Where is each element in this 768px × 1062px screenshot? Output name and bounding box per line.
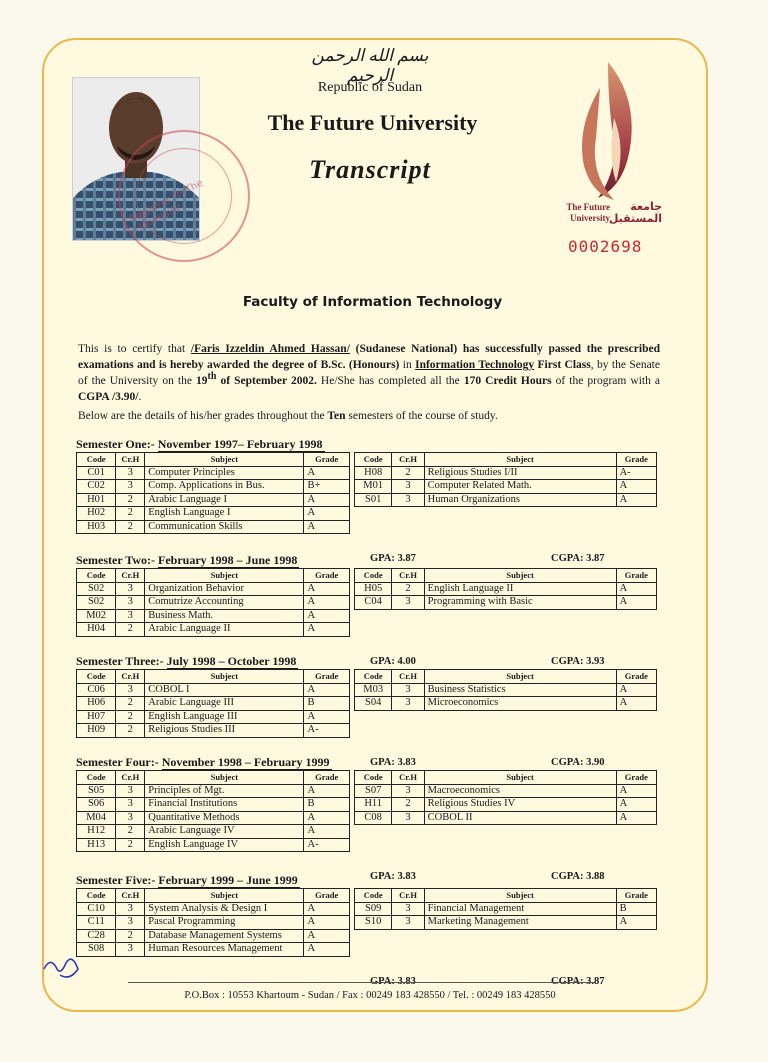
grade: A [616, 798, 656, 812]
col-subject: Subject [145, 670, 304, 684]
grade: A [304, 811, 350, 825]
details-line: Below are the details of his/her grades throughout the Ten semesters of the course of study. [78, 410, 498, 422]
course-code: C06 [77, 683, 116, 697]
credit-hours: 2 [116, 929, 145, 943]
grade: A [304, 520, 350, 534]
student-name: /Faris Izzeldin Ahmed Hassan/ [190, 343, 350, 355]
credit-hours: 2 [116, 825, 145, 839]
col-subject: Subject [145, 453, 304, 467]
faculty-title: Faculty of Information Technology [242, 294, 503, 310]
course-code: C01 [77, 466, 116, 480]
course-code: H06 [77, 697, 116, 711]
credit-hours: 3 [392, 916, 424, 930]
semester-title: Semester Three:- July 1998 – October 1998 [76, 654, 297, 668]
grade: A [304, 916, 350, 930]
col-subject: Subject [424, 771, 616, 785]
course-code: H09 [77, 724, 116, 738]
course-code: S07 [355, 784, 392, 798]
course-code: H11 [355, 798, 392, 812]
grade: A [304, 943, 350, 957]
col-grade: Grade [616, 569, 656, 583]
subject-name: English Language II [424, 582, 616, 596]
table-row [355, 493, 657, 507]
col-subject: Subject [424, 670, 616, 684]
subject-name: Marketing Management [424, 916, 616, 930]
credit-hours: 2 [392, 582, 424, 596]
grade: A [304, 623, 350, 637]
subject-name: Religious Studies III [145, 724, 304, 738]
republic-label: Republic of Sudan [317, 80, 423, 95]
subject-name: Religious Studies IV [424, 798, 616, 812]
col-grade: Grade [304, 453, 350, 467]
col-grade: Grade [304, 569, 350, 583]
handwritten-initials [40, 955, 84, 983]
table-row [77, 480, 350, 494]
subject-name: Arabic Language IV [145, 825, 304, 839]
semester-cgpa: CGPA: 3.87 [551, 553, 605, 565]
grade: B+ [304, 480, 350, 494]
grade: B [616, 902, 656, 916]
table-row [355, 480, 657, 494]
logo-english-text: The Future University [566, 202, 610, 223]
grades-table-right [354, 452, 657, 507]
course-code: H03 [77, 520, 116, 534]
major: Information Technology [415, 359, 535, 371]
footer-divider [128, 982, 596, 983]
subject-name: COBOL I [145, 683, 304, 697]
grade: A [304, 683, 350, 697]
table-header-row [77, 771, 350, 785]
course-code: H05 [355, 582, 392, 596]
course-code: H12 [77, 825, 116, 839]
grade: A [304, 825, 350, 839]
semester-cgpa: CGPA: 3.93 [551, 655, 605, 667]
course-code: C04 [355, 596, 392, 610]
credit-hours: 3 [116, 916, 145, 930]
subject-name: Business Statistics [424, 683, 616, 697]
course-code: H13 [77, 838, 116, 852]
col-code: Code [355, 889, 392, 903]
subject-name: Organization Behavior [145, 582, 304, 596]
course-code: S05 [77, 784, 116, 798]
credit-hours: 3 [116, 943, 145, 957]
subject-name: Human Resources Management [145, 943, 304, 957]
course-code: S01 [355, 493, 392, 507]
table-header-row [77, 453, 350, 467]
col-grade: Grade [616, 771, 656, 785]
col-grade: Grade [616, 670, 656, 684]
col-code: Code [355, 771, 392, 785]
credit-hours: 2 [116, 623, 145, 637]
credit-hours: 2 [116, 493, 145, 507]
table-row [77, 623, 350, 637]
col-cr: Cr.H [116, 670, 145, 684]
table-row [77, 520, 350, 534]
credit-hours: 3 [116, 784, 145, 798]
col-cr: Cr.H [116, 569, 145, 583]
grade: A [304, 929, 350, 943]
grades-table-left [76, 669, 350, 738]
table-header-row [355, 670, 657, 684]
course-code: S10 [355, 916, 392, 930]
table-row [355, 902, 657, 916]
credit-hours: 3 [392, 596, 424, 610]
col-grade: Grade [616, 889, 656, 903]
table-row [77, 710, 350, 724]
credit-hours: 3 [116, 582, 145, 596]
table-row [77, 609, 350, 623]
subject-name: Microeconomics [424, 697, 616, 711]
table-row [355, 916, 657, 930]
subject-name: Quantitative Methods [145, 811, 304, 825]
col-grade: Grade [616, 453, 656, 467]
subject-name: Arabic Language I [145, 493, 304, 507]
semester-gpa: GPA: 3.83 [370, 975, 416, 987]
grade: A [616, 480, 656, 494]
grade: A [304, 466, 350, 480]
course-code: C02 [77, 480, 116, 494]
table-row [355, 798, 657, 812]
credit-hours: 2 [116, 697, 145, 711]
subject-name: English Language I [145, 507, 304, 521]
table-row [77, 493, 350, 507]
credit-hours: 3 [116, 683, 145, 697]
subject-name: Human Organizations [424, 493, 616, 507]
course-code: H02 [77, 507, 116, 521]
course-code: S06 [77, 798, 116, 812]
footer-contact: P.O.Box : 10553 Khartoum - Sudan / Fax : 00249 183 428550 / Tel. : 00249 183 428550 [184, 990, 556, 1001]
course-code: S02 [77, 596, 116, 610]
serial-number: 0002698 [568, 237, 643, 256]
col-cr: Cr.H [392, 889, 424, 903]
credit-hours: 3 [392, 902, 424, 916]
col-code: Code [355, 670, 392, 684]
col-subject: Subject [145, 569, 304, 583]
subject-name: Comutrize Accounting [145, 596, 304, 610]
subject-name: Arabic Language II [145, 623, 304, 637]
table-row [77, 825, 350, 839]
table-row [355, 466, 657, 480]
credit-hours: 2 [116, 507, 145, 521]
subject-name: Financial Institutions [145, 798, 304, 812]
credit-hours: 2 [116, 838, 145, 852]
table-row [77, 798, 350, 812]
course-code: S08 [77, 943, 116, 957]
col-subject: Subject [424, 453, 616, 467]
col-subject: Subject [145, 889, 304, 903]
course-code: H07 [77, 710, 116, 724]
course-code: H08 [355, 466, 392, 480]
grade: A [304, 609, 350, 623]
col-code: Code [77, 771, 116, 785]
bismillah: بسم الله الرحمن الرحيم [311, 46, 429, 85]
grade: A [304, 582, 350, 596]
table-row [77, 697, 350, 711]
semester-title: Semester One:- November 1997– February 1998 [76, 437, 323, 451]
course-code: M03 [355, 683, 392, 697]
credit-hours: 3 [392, 811, 424, 825]
certification-paragraph: This is to certify that /Faris Izzeldin Ahmed Hassan/ (Sudanese National) has successfully passed the prescribed examations and is hereby awarded the degree of B.Sc. (Honours) in Information Technology First Class, by the Senate of the University on the 19th of September 2002. He/She has completed all the 170 Credit Hours of the program with a CGPA /3.90/. [78, 343, 661, 403]
credit-hours: 3 [116, 609, 145, 623]
col-code: Code [77, 453, 116, 467]
col-code: Code [77, 889, 116, 903]
grade: A [304, 902, 350, 916]
grade: A [304, 784, 350, 798]
table-header-row [77, 670, 350, 684]
table-row [355, 582, 657, 596]
col-subject: Subject [424, 889, 616, 903]
grade: A [304, 596, 350, 610]
subject-name: Financial Management [424, 902, 616, 916]
credit-hours: 2 [116, 520, 145, 534]
subject-name: Communication Skills [145, 520, 304, 534]
credit-hours: 2 [392, 798, 424, 812]
credit-hours: 3 [116, 466, 145, 480]
subject-name: Arabic Language III [145, 697, 304, 711]
col-cr: Cr.H [392, 771, 424, 785]
col-cr: Cr.H [392, 569, 424, 583]
grade: A [616, 784, 656, 798]
semester-gpa: GPA: 3.87 [370, 553, 416, 565]
col-code: Code [77, 569, 116, 583]
table-header-row [355, 453, 657, 467]
semester-cgpa: CGPA: 3.88 [551, 871, 605, 883]
semester-title: Semester Two:- February 1998 – June 1998 [76, 553, 298, 567]
university-logo-icon [568, 58, 648, 208]
subject-name: Pascal Programming [145, 916, 304, 930]
subject-name: Database Management Systems [145, 929, 304, 943]
credit-hours: 3 [392, 683, 424, 697]
table-row [77, 724, 350, 738]
grade: A [616, 582, 656, 596]
col-cr: Cr.H [392, 670, 424, 684]
table-header-row [355, 889, 657, 903]
grades-table-left [76, 568, 350, 637]
subject-name: COBOL II [424, 811, 616, 825]
grade: A [616, 493, 656, 507]
table-header-row [77, 569, 350, 583]
subject-name: Computer Principles [145, 466, 304, 480]
credit-hours: 2 [392, 466, 424, 480]
col-subject: Subject [424, 569, 616, 583]
table-row [355, 697, 657, 711]
course-code: M01 [355, 480, 392, 494]
table-row [77, 466, 350, 480]
table-row [355, 784, 657, 798]
table-row [77, 784, 350, 798]
col-cr: Cr.H [392, 453, 424, 467]
subject-name: Comp. Applications in Bus. [145, 480, 304, 494]
grades-table-right [354, 669, 657, 711]
document-title: Transcript [309, 155, 431, 184]
credit-hours: 3 [392, 480, 424, 494]
credit-hours: 2 [116, 724, 145, 738]
course-code: C08 [355, 811, 392, 825]
table-row [355, 811, 657, 825]
table-row [77, 916, 350, 930]
table-row [355, 683, 657, 697]
table-row [77, 596, 350, 610]
grade: A [616, 697, 656, 711]
col-code: Code [77, 670, 116, 684]
credit-hours: 2 [116, 710, 145, 724]
semester-gpa: GPA: 3.83 [370, 871, 416, 883]
registrar-stamp: Registrar Of The University [118, 130, 250, 262]
grades-table-left [76, 888, 350, 957]
grades-table-right [354, 888, 657, 930]
col-cr: Cr.H [116, 889, 145, 903]
course-code: C28 [77, 929, 116, 943]
semester-cgpa: CGPA: 3.87 [551, 975, 605, 987]
col-grade: Grade [304, 670, 350, 684]
subject-name: English Language III [145, 710, 304, 724]
grade: A [616, 596, 656, 610]
course-code: S02 [77, 582, 116, 596]
table-row [77, 943, 350, 957]
grade: A [616, 683, 656, 697]
col-subject: Subject [145, 771, 304, 785]
grades-table-right [354, 568, 657, 610]
col-grade: Grade [304, 889, 350, 903]
table-row [77, 507, 350, 521]
table-row [77, 902, 350, 916]
semester-title: Semester Five:- February 1999 – June 1999 [76, 873, 298, 887]
table-row [77, 811, 350, 825]
course-code: M04 [77, 811, 116, 825]
semester-title: Semester Four:- November 1998 – February 1999 [76, 755, 330, 769]
semester-gpa: GPA: 4.00 [370, 655, 416, 667]
grade: A [304, 493, 350, 507]
col-cr: Cr.H [116, 453, 145, 467]
university-name: The Future University [267, 110, 478, 135]
grade: A [616, 916, 656, 930]
credit-hours: 3 [392, 493, 424, 507]
credit-hours: 3 [392, 784, 424, 798]
course-code: S04 [355, 697, 392, 711]
col-cr: Cr.H [116, 771, 145, 785]
grade: A [616, 811, 656, 825]
semester-cgpa: CGPA: 3.90 [551, 756, 605, 768]
subject-name: Principles of Mgt. [145, 784, 304, 798]
subject-name: English Language IV [145, 838, 304, 852]
table-header-row [355, 569, 657, 583]
course-code: H04 [77, 623, 116, 637]
credit-hours: 3 [116, 798, 145, 812]
subject-name: Programming with Basic [424, 596, 616, 610]
course-code: C10 [77, 902, 116, 916]
semester-gpa: GPA: 3.83 [370, 756, 416, 768]
course-code: S09 [355, 902, 392, 916]
credit-hours: 3 [116, 902, 145, 916]
logo-arabic-text: جامعة المستقبل [608, 200, 662, 225]
col-grade: Grade [304, 771, 350, 785]
table-row [355, 596, 657, 610]
table-row [77, 683, 350, 697]
grade: B [304, 798, 350, 812]
subject-name: Business Math. [145, 609, 304, 623]
grades-table-right [354, 770, 657, 825]
grade: A [304, 507, 350, 521]
credit-hours: 3 [392, 697, 424, 711]
credit-hours: 3 [116, 811, 145, 825]
credit-hours: 3 [116, 480, 145, 494]
course-code: H01 [77, 493, 116, 507]
grade: A- [616, 466, 656, 480]
col-code: Code [355, 453, 392, 467]
table-header-row [77, 889, 350, 903]
table-row [77, 582, 350, 596]
credit-hours: 3 [116, 596, 145, 610]
subject-name: Macroeconomics [424, 784, 616, 798]
subject-name: Religious Studies I/II [424, 466, 616, 480]
table-header-row [355, 771, 657, 785]
col-code: Code [355, 569, 392, 583]
subject-name: Computer Related Math. [424, 480, 616, 494]
grade: A- [304, 724, 350, 738]
course-code: M02 [77, 609, 116, 623]
grade: B [304, 697, 350, 711]
grades-table-left [76, 452, 350, 534]
grades-table-left [76, 770, 350, 852]
table-row [77, 838, 350, 852]
course-code: C11 [77, 916, 116, 930]
table-row [77, 929, 350, 943]
subject-name: System Analysis & Design I [145, 902, 304, 916]
grade: A- [304, 838, 350, 852]
grade: A [304, 710, 350, 724]
